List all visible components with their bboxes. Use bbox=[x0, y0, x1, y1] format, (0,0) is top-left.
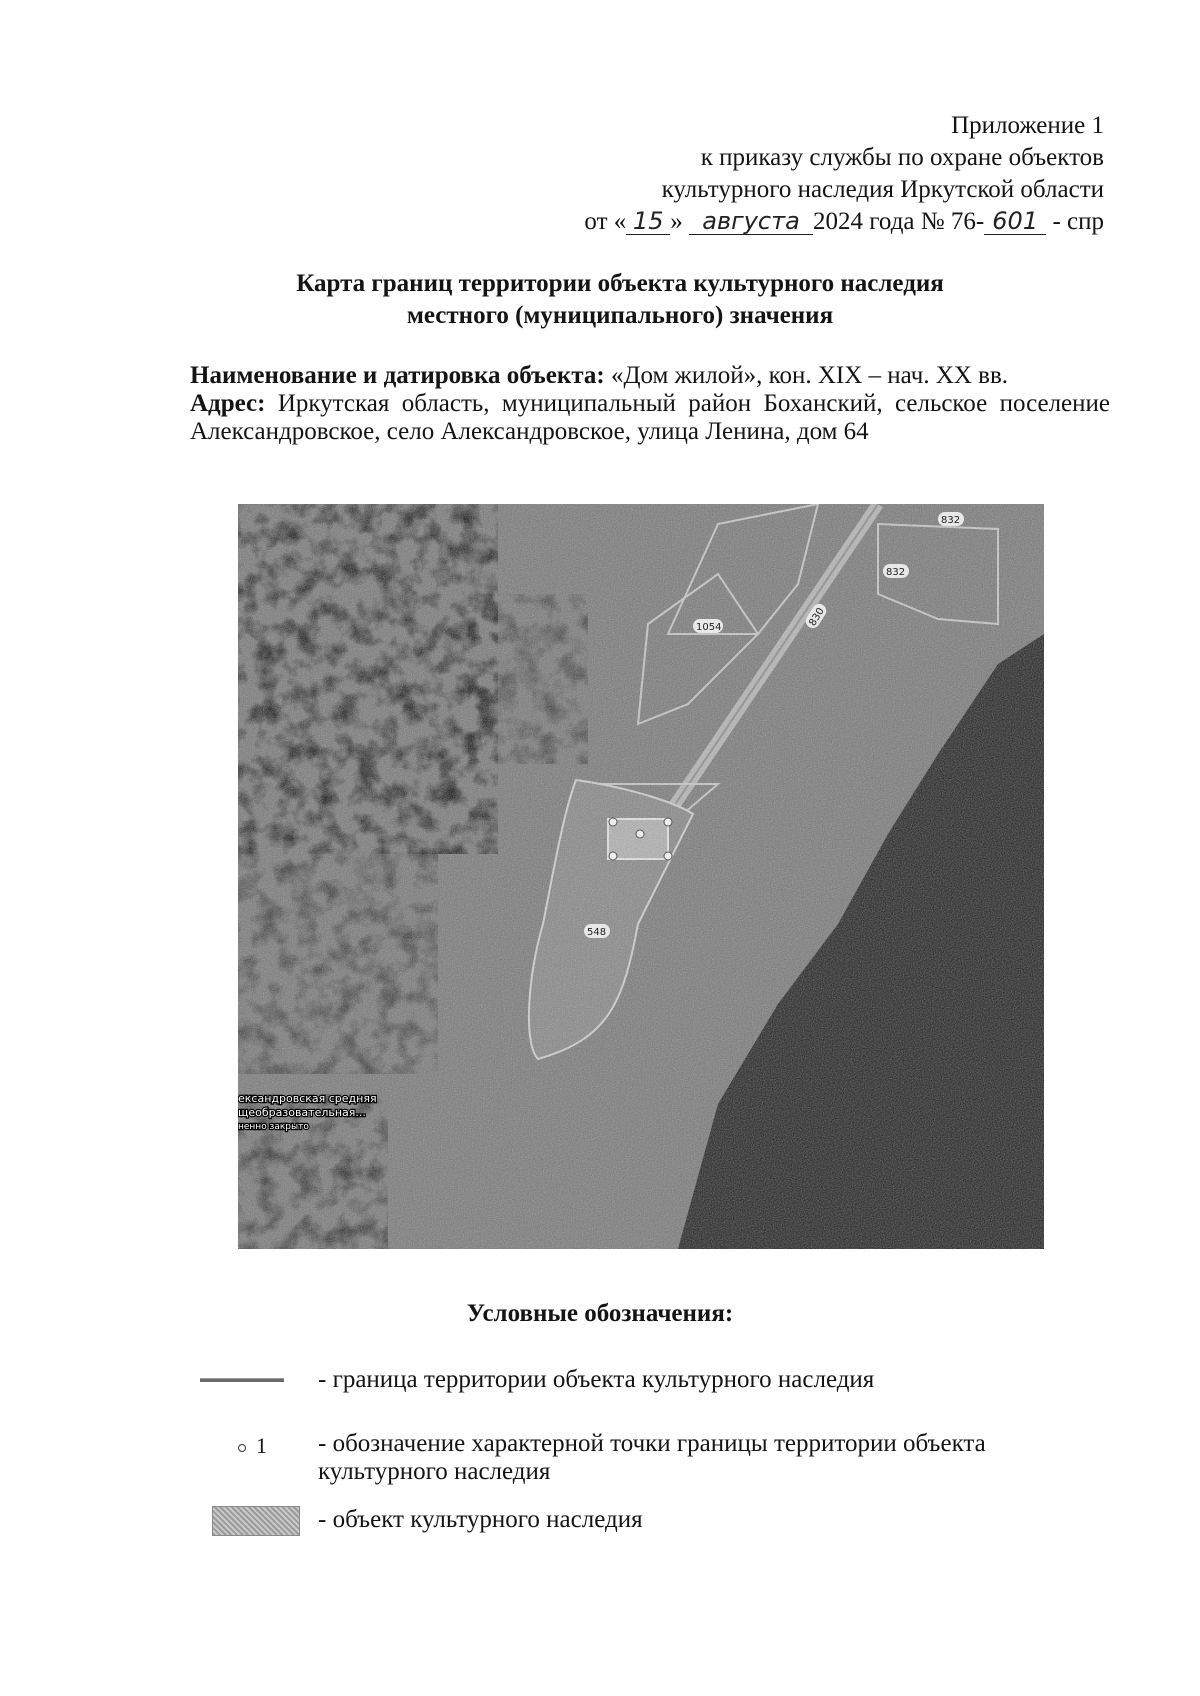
legend-boundary-text: - граница территории объекта культурного наследия bbox=[318, 1366, 875, 1393]
parcel-label-1054: 1054 bbox=[696, 622, 722, 633]
parcel-label-832a: 832 bbox=[941, 515, 961, 526]
object-info bbox=[190, 362, 1110, 446]
appendix-reference: к приказу службы по охране объектов bbox=[700, 144, 1104, 171]
map-title-line2: местного (муниципального) значения bbox=[406, 302, 834, 329]
road-label: 830 bbox=[807, 606, 827, 629]
legend-object-text: - объект культурного наследия bbox=[318, 1506, 643, 1533]
poi-caption-line1: ександровская средняя bbox=[238, 1092, 377, 1105]
poi-caption-line2: щеобразовательная... bbox=[238, 1106, 366, 1119]
date-mid: » bbox=[670, 208, 683, 235]
legend-title: Условные обозначения: bbox=[466, 1300, 734, 1327]
heritage-object-hatch-symbol bbox=[212, 1506, 300, 1536]
object-name-row bbox=[190, 362, 1110, 390]
handwritten-day: 15 bbox=[626, 208, 670, 235]
handwritten-month: августа bbox=[689, 208, 813, 235]
order-date-line bbox=[584, 206, 1104, 238]
date-prefix: от « bbox=[584, 208, 627, 235]
address-value: Иркутская область, муниципальный район Боханский, сельское поселение Александровское, село Александровское, улица Ленина, дом 64 bbox=[190, 390, 1111, 445]
point-circle-icon bbox=[238, 1444, 246, 1452]
satellite-map-image bbox=[238, 504, 1044, 1249]
object-name-label: Наименование и датировка объекта: bbox=[190, 362, 605, 389]
appendix-header bbox=[584, 110, 1104, 238]
address-label: Адрес: bbox=[190, 390, 266, 417]
boundary-line-symbol bbox=[200, 1378, 284, 1382]
year-and-number-prefix: 2024 года № 76- bbox=[813, 208, 985, 235]
parcel-label-832b: 832 bbox=[886, 567, 906, 578]
appendix-agency: культурного наследия Иркутской области bbox=[661, 176, 1104, 203]
appendix-number: Приложение 1 bbox=[951, 112, 1104, 139]
legend-point-text: - обозначение характерной точки границы территории объекта культурного наследия bbox=[318, 1430, 986, 1485]
object-address-row bbox=[190, 390, 1110, 446]
order-suffix: - спр bbox=[1046, 208, 1104, 235]
map-title bbox=[180, 268, 1060, 332]
poi-caption-line3: ненно закрыто bbox=[238, 1122, 309, 1132]
parcel-label-548: 548 bbox=[587, 927, 607, 938]
map-title-line1: Карта границ территории объекта культурного наследия bbox=[296, 270, 944, 297]
satellite-map bbox=[238, 504, 1044, 1249]
boundary-point-symbol bbox=[238, 1432, 267, 1460]
object-name-value: «Дом жилой», кон. XIX – нач. XX вв. bbox=[610, 362, 1009, 389]
point-symbol-label: 1 bbox=[256, 1433, 267, 1458]
handwritten-order-number: 601 bbox=[984, 208, 1046, 235]
